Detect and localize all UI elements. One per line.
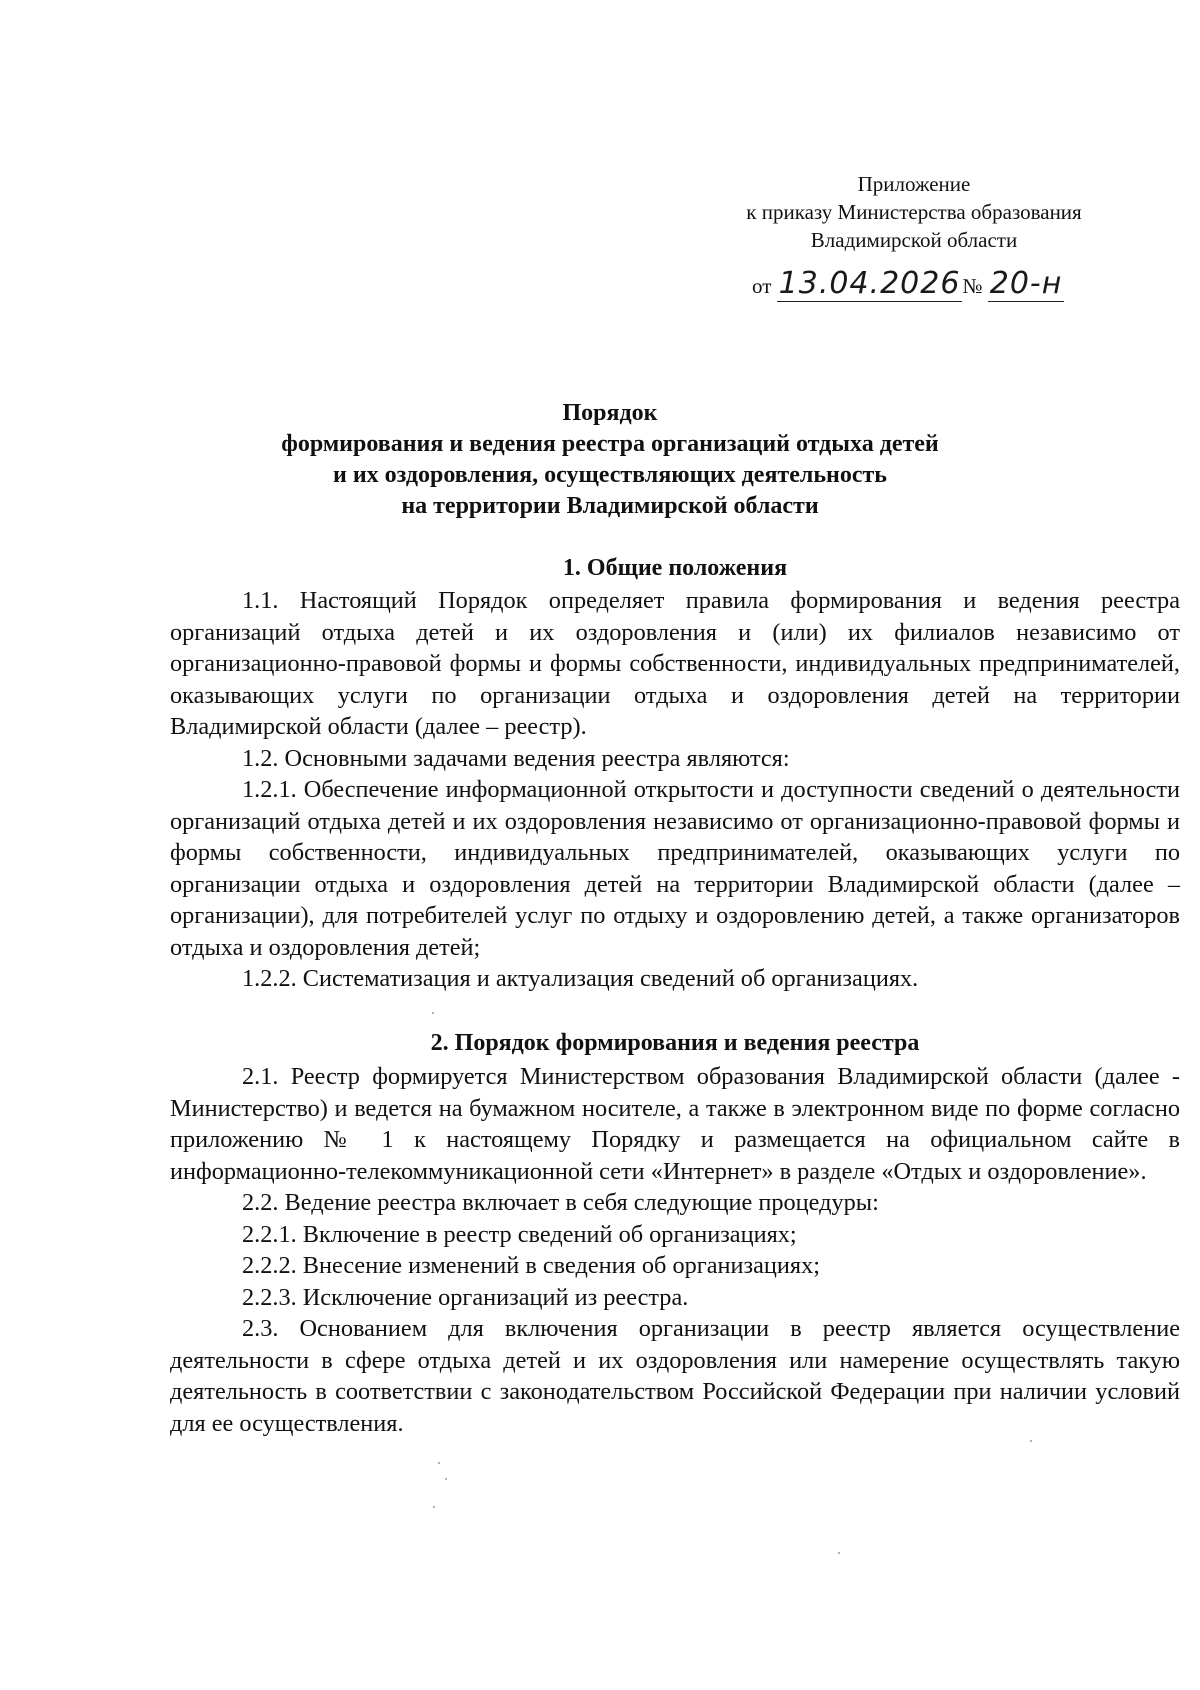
- paragraph: 2.2.2. Внесение изменений в сведения об организациях;: [242, 1252, 820, 1279]
- paragraph: 1.2. Основными задачами ведения реестра являются:: [242, 744, 790, 772]
- scan-speck: [445, 1478, 447, 1480]
- title-line: формирования и ведения реестра организаций отдыха детей: [281, 431, 939, 457]
- scan-speck: [438, 1462, 440, 1464]
- appendix-header: [700, 170, 1128, 254]
- paragraph: 2.3. Основанием для включения организации в реестр является осуществление деятельности в сфере отдыха детей и их оздоровления или намерение осуществлять такую деятельность в соответствии с законодательством Российской Федерации при наличии условий для ее осуществления.: [170, 1315, 1180, 1437]
- scan-speck: [1030, 1440, 1032, 1442]
- title-line: Порядок: [562, 400, 658, 426]
- paragraph: 2.1. Реестр формируется Министерством образования Владимирской области (далее - Министерство) и ведется на бумажном носителе, а также в электронном виде по форме согласно приложению № 1 к настоящему Порядку и размещается на официальном сайте в информационно-телекоммуникационной сети «Интернет» в разделе «Отдых и оздоровление».: [170, 1063, 1180, 1185]
- order-date: 13.04.2026: [778, 266, 961, 301]
- order-reference: [752, 266, 1064, 302]
- paragraph: 2.2.3. Исключение организаций из реестра.: [242, 1283, 689, 1311]
- scan-speck: [838, 1552, 840, 1554]
- scan-speck: [432, 1012, 434, 1014]
- paragraph: 2.2.1. Включение в реестр сведений об организациях;: [242, 1220, 797, 1248]
- section-2-body: [170, 1061, 1180, 1439]
- appendix-line: к приказу Министерства образования: [746, 200, 1082, 224]
- paragraph: 1.2.2. Систематизация и актуализация сведений об организациях.: [242, 965, 919, 992]
- paragraph: 1.2.1. Обеспечение информационной открытости и доступности сведений о деятельности организаций отдыха детей и их оздоровления независимо от организационно-правовой формы и формы собственности, индивидуальных предпринимателей, оказывающих услуги по организации отдыха и оздоровления детей на территории Владимирской области (далее – организации), для потребителей услуг по отдыху и оздоровлению детей, а также организаторов отдыха и оздоровления детей;: [170, 776, 1180, 961]
- document-title: [190, 398, 1030, 522]
- title-line: и их оздоровления, осуществляющих деятельность: [332, 462, 887, 488]
- title-line: на территории Владимирской области: [401, 493, 819, 519]
- scan-speck: [433, 1506, 435, 1508]
- order-prefix: от: [752, 274, 772, 298]
- appendix-line: Владимирской области: [810, 228, 1018, 252]
- appendix-line: Приложение: [857, 172, 971, 196]
- section-1-body: [170, 585, 1180, 995]
- order-number-sign: №: [962, 274, 983, 298]
- order-number: 20-н: [989, 266, 1063, 301]
- paragraph: 1.1. Настоящий Порядок определяет правила формирования и ведения реестра организаций отдыха детей и их оздоровления и (или) их филиалов независимо от организационно-правовой формы и формы собственности, индивидуальных предпринимателей, оказывающих услуги по организации отдыха и оздоровления детей на территории Владимирской области (далее – реестр).: [170, 587, 1180, 740]
- paragraph: 2.2. Ведение реестра включает в себя следующие процедуры:: [242, 1189, 879, 1216]
- section-1-heading: 1. Общие положения: [562, 555, 788, 581]
- section-2-heading: 2. Порядок формирования и ведения реестра: [430, 1030, 920, 1056]
